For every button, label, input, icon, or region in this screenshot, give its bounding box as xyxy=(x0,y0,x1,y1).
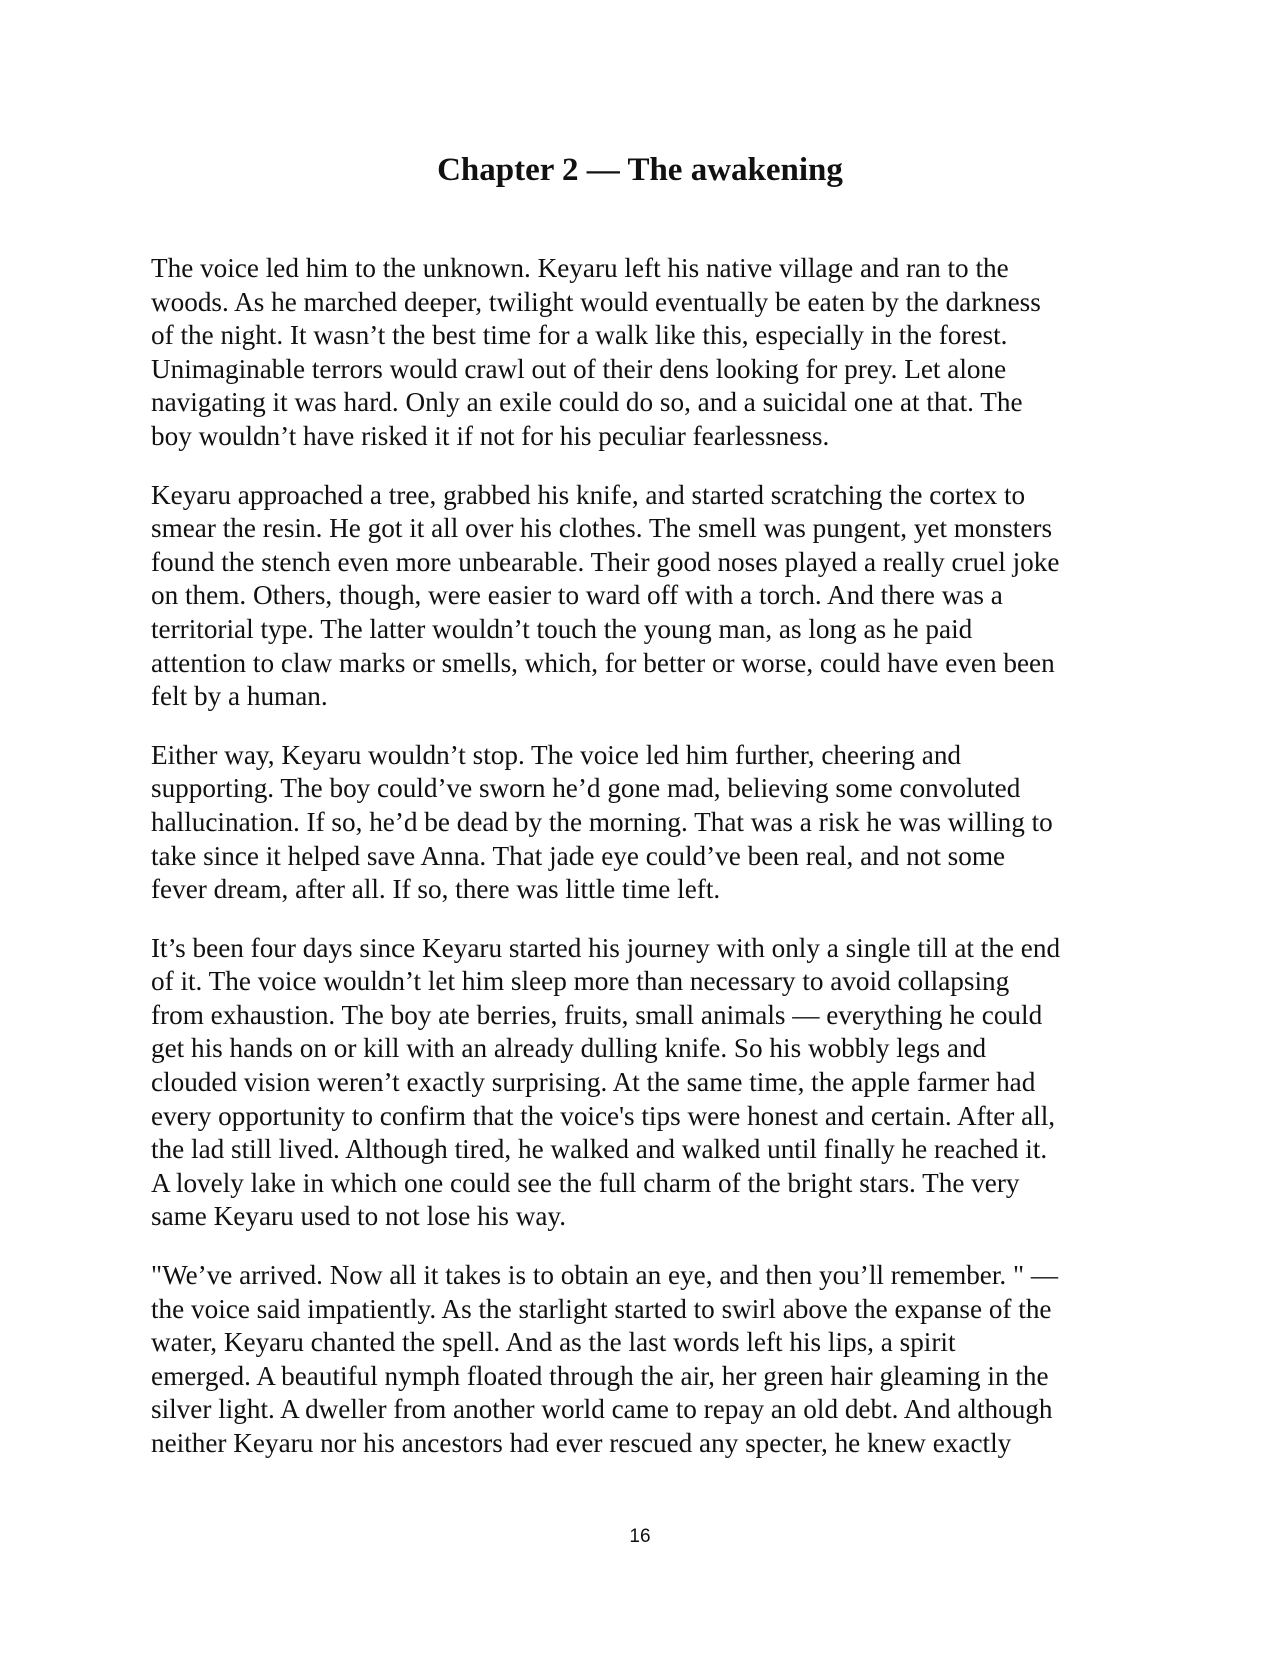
page-number: 16 xyxy=(629,1526,651,1547)
text-line: emerged. A beautiful nymph floated through the air, her green hair gleaming in the xyxy=(151,1360,1049,1391)
text-line: woods. As he marched deeper, twilight would eventually be eaten by the darkness xyxy=(151,286,1041,317)
text-line: Keyaru approached a tree, grabbed his knife, and started scratching the cortex to xyxy=(151,479,1026,510)
chapter-title: Chapter 2 — The awakening xyxy=(437,152,843,188)
paragraph xyxy=(151,932,1136,1234)
text-line: get his hands on or kill with an already dulling knife. So his wobbly legs and xyxy=(151,1033,987,1064)
text-line: Either way, Keyaru wouldn’t stop. The voice led him further, cheering and xyxy=(151,739,962,770)
text-line: Unimaginable terrors would crawl out of their dens looking for prey. Let alone xyxy=(151,353,1007,384)
text-line: territorial type. The latter wouldn’t touch the young man, as long as he paid xyxy=(151,613,973,644)
text-line: A lovely lake in which one could see the full charm of the bright stars. The very xyxy=(151,1167,1020,1198)
text-line: fever dream, after all. If so, there was little time left. xyxy=(151,874,721,905)
text-line: attention to claw marks or smells, which, for better or worse, could have even been xyxy=(151,647,1055,678)
text-line: "We’ve arrived. Now all it takes is to obtain an eye, and then you’ll remember. " — xyxy=(151,1260,1059,1291)
text-line: the voice said impatiently. As the starlight started to swirl above the expanse of the xyxy=(151,1293,1052,1324)
text-line: take since it helped save Anna. That jade eye could’ve been real, and not some xyxy=(151,840,1006,871)
paragraph xyxy=(151,1259,1136,1461)
text-line: of the night. It wasn’t the best time for a walk like this, especially in the forest. xyxy=(151,320,1008,351)
text-line: hallucination. If so, he’d be dead by the morning. That was a risk he was willing to xyxy=(151,806,1053,837)
text-line: felt by a human. xyxy=(151,681,328,712)
paragraph xyxy=(151,252,1136,454)
text-line: from exhaustion. The boy ate berries, fruits, small animals — everything he could xyxy=(151,999,1043,1030)
text-line: silver light. A dweller from another world came to repay an old debt. And although xyxy=(151,1394,1053,1425)
paragraph xyxy=(151,479,1136,714)
paragraph xyxy=(151,739,1136,907)
text-line: navigating it was hard. Only an exile could do so, and a suicidal one at that. The xyxy=(151,387,1023,418)
text-line: supporting. The boy could’ve sworn he’d gone mad, believing some convoluted xyxy=(151,773,1021,804)
text-line: found the stench even more unbearable. Their good noses played a really cruel joke xyxy=(151,546,1060,577)
text-line: The voice led him to the unknown. Keyaru left his native village and ran to the xyxy=(151,253,1009,283)
text-line: neither Keyaru nor his ancestors had ever rescued any specter, he knew exactly xyxy=(151,1428,1012,1458)
text-line: boy wouldn’t have risked it if not for his peculiar fearlessness. xyxy=(151,420,830,451)
chapter-body xyxy=(151,252,1136,1486)
text-line: every opportunity to confirm that the voice's tips were honest and certain. After all, xyxy=(151,1100,1056,1131)
text-line: of it. The voice wouldn’t let him sleep more than necessary to avoid collapsing xyxy=(151,966,1010,997)
text-line: smear the resin. He got it all over his clothes. The smell was pungent, yet monsters xyxy=(151,513,1053,544)
text-line: clouded vision weren’t exactly surprising. At the same time, the apple farmer had xyxy=(151,1067,1036,1098)
text-line: on them. Others, though, were easier to ward off with a torch. And there was a xyxy=(151,580,1003,611)
text-line: the lad still lived. Although tired, he walked and walked until finally he reached it. xyxy=(151,1134,1048,1165)
text-line: It’s been four days since Keyaru started his journey with only a single till at the end xyxy=(151,932,1061,963)
text-line: same Keyaru used to not lose his way. xyxy=(151,1201,567,1232)
text-line: water, Keyaru chanted the spell. And as the last words left his lips, a spirit xyxy=(151,1327,956,1358)
